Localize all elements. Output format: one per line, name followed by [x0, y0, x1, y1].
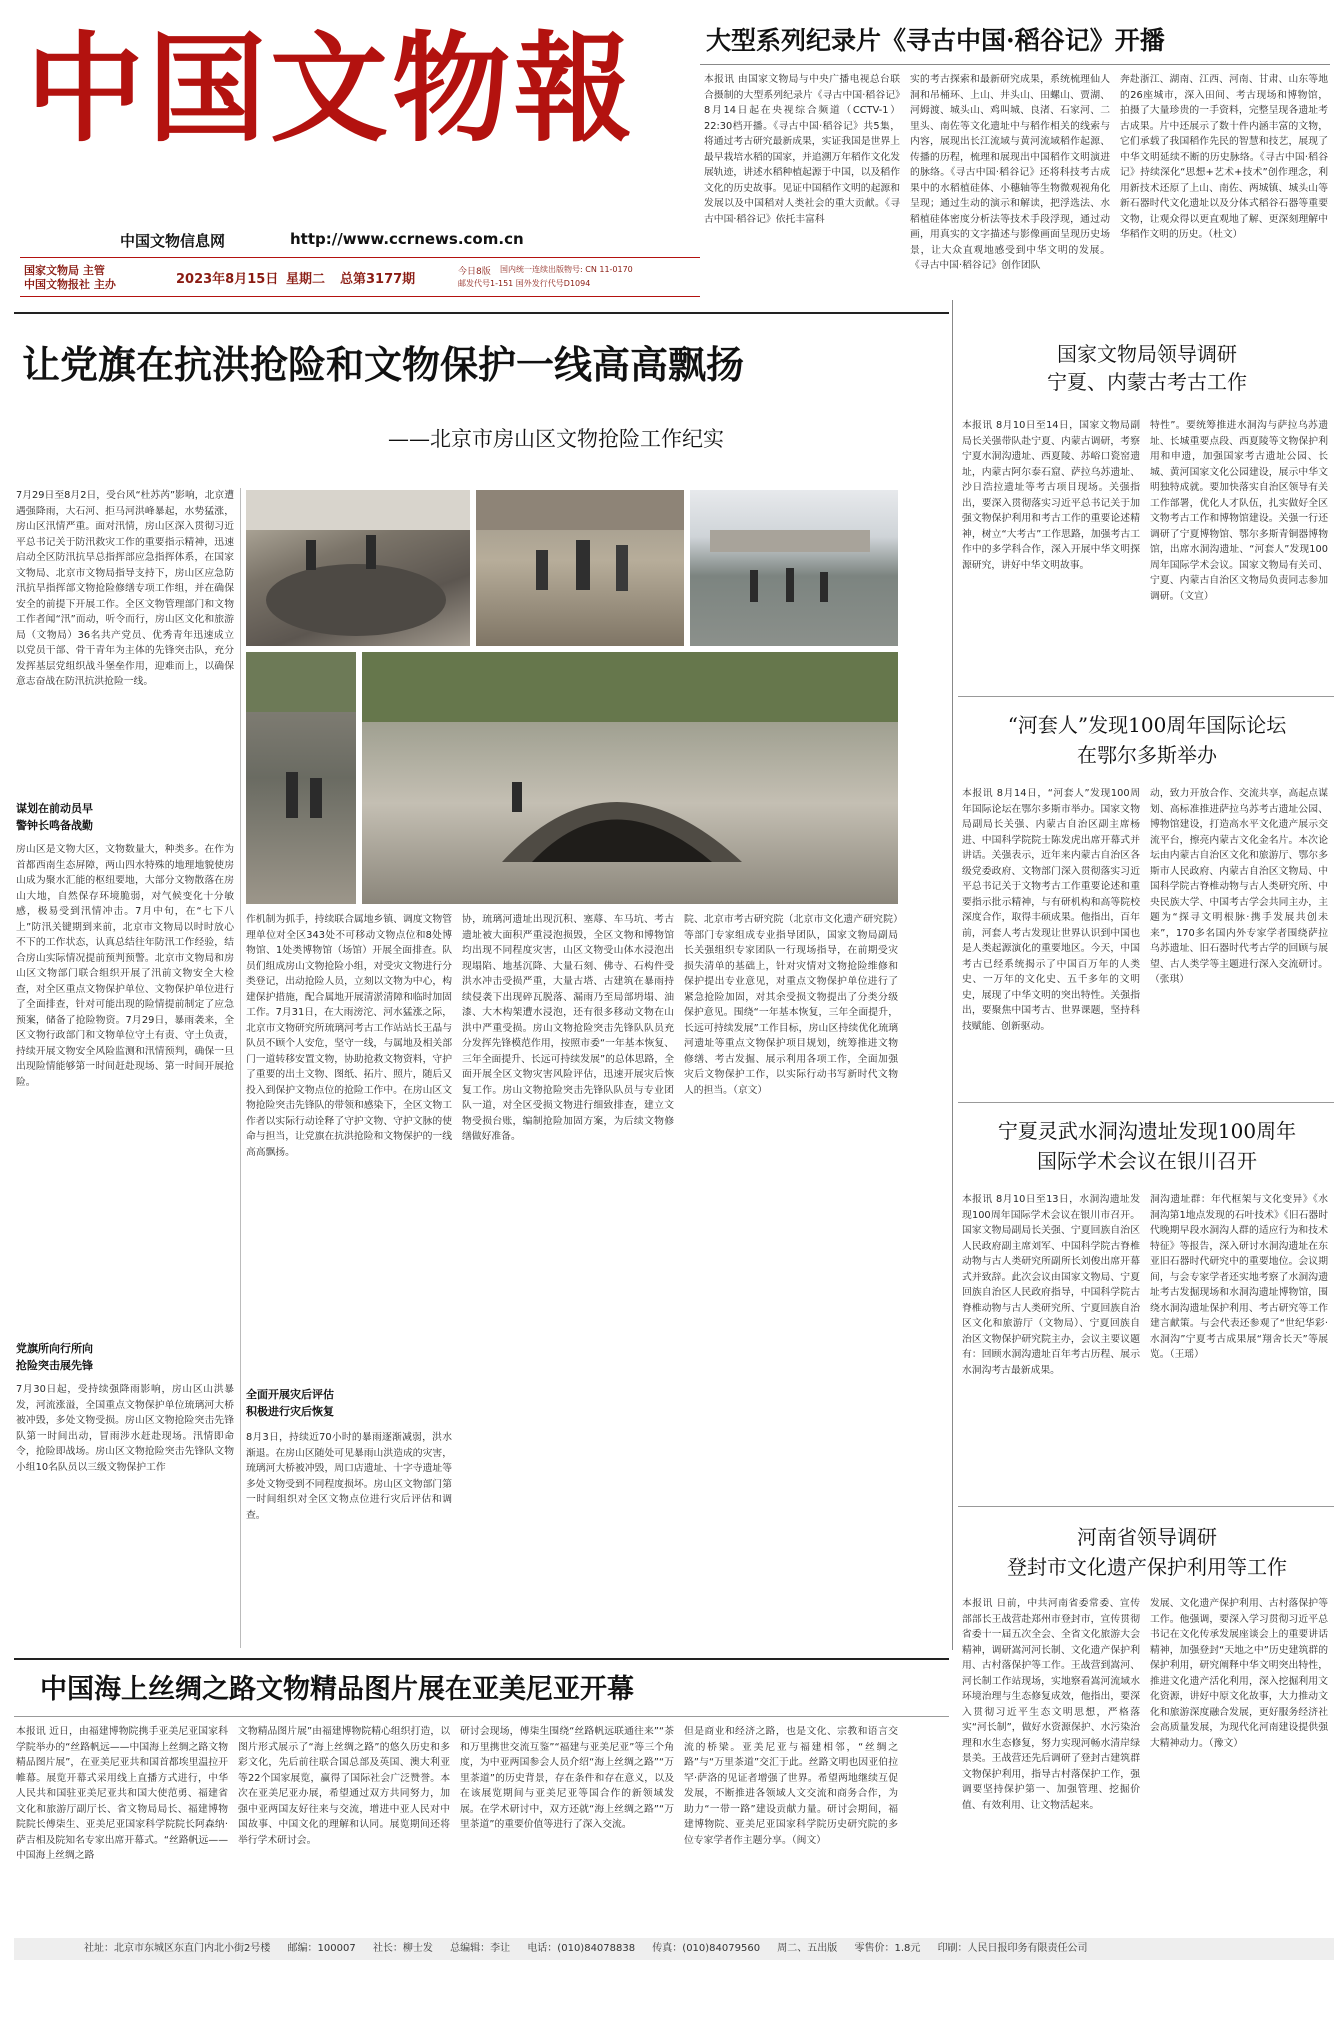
flood-photo-2: [476, 490, 684, 646]
feature-subhead-3-line1: 全面开展灾后评估: [246, 1388, 334, 1401]
feature-headline: 让党旗在抗洪抢险和文物保护一线高高飘扬: [22, 342, 745, 387]
feature-col-1b: 房山区是文物大区，文物数量大，种类多。在作为首都西南生态屏障，两山四水特殊的地理地貌使房山成为聚水汇能的枢纽要地，大部分文物散落在房山大地，自然保存环境脆弱，对气候变化十分敏感，极易受到汛情冲击。7月中旬，在“七下八上”防汛关键期到来前，北京市文物局以时时放心不下的工作状态，认真总结往年防汛工作经验，结合房山实际情况提前预判预警。北京市文物局和房山区文物部门联合组织开展了汛前文物安全大检查，对全区重点文物保护单位、文物保护单位进行了全面排查，针对可能出现的险情提前制定了应急预案，储备了抢险物资。7月29日，暴雨袭来，全区文物行政部门和文物单位守土有责、守土负责，持续开展文物安全风险监测和汛情预判，确保一旦出现险情能够第一时间赶赴现场、第一时间开展抢险。: [16, 844, 234, 1088]
flood-photo-3: [690, 490, 898, 646]
feature-subhead-2: [16, 1340, 93, 1374]
side4-headline-line2: 登封市文化遗产保护利用等工作: [1007, 1555, 1287, 1579]
expo-col-4: 但是商业和经济之路，也是文化、宗教和语言交流的桥梁。亚美尼亚与福建相邻，“丝绸之路”与“万里茶道”交汇于此。丝路文明也因亚伯拉罕·萨洛的见证者增强了世界。希望两地继续互促发展，不断推进各领域人文交流和商务合作，为助力“一带一路”建设贡献力量。研讨会期间，福建博物院、亚美尼亚国家科学院历史研究院的多位专家学者作主题分享。（闽文）: [684, 1726, 898, 1846]
feature-col-1a: 7月29日至8月2日，受台风“杜苏芮”影响，北京遭遇强降雨，大石河、拒马河洪峰暴起，水势猛涨，房山区汛情严重。面对汛情，房山区深入贯彻习近平总书记关于防汛救灾工作的重要指示精神，迅速启动全区防汛抗旱总指挥部应急指挥体系，在国家文物局、北京市文物局指导支持下，房山区应急防汛抗旱指挥部文物抢险修缮专项工作组，并在确保安全的前提下开展工作。全区文物管理部门和文物工作者闻“汛”而动，听令而行，房山区文化和旅游局（文物局）36名共产党员、优秀青年迅速成立以党员干部、骨干青年为主体的先锋突击队，充分发挥基层党组织战斗堡垒作用，迎难而上，以确保意志奋战在防汛抗洪抢险一线。: [16, 490, 234, 687]
feature-col-3: 协，琉璃河遗址出现沉积、塞蓐、车马坑、考古遗址被大面积严重浸泡损毁，全区文物和博物馆均出现不同程度灾害，山区文物受山体水浸泡出现塌陷、地基沉降、大量石刻、佛寺、石构件受洪水冲击受损严重，大量古塔、古建筑在暴雨持续侵袭下出现碎瓦脱落、漏雨乃至局部坍塌、油漆、大木构架遭水浸泡，还有很多移动文物在山洪中严重受损。房山文物抢险突击先锋队队员充分发挥先锋模范作用，按照市委“一年基本恢复、三年全面提升、长远可持续发展”的总体思路，全面开展全区文物灾害风险评估，迅速开展灾后恢复工作。房山文物抢险突击先锋队队员与专业团队一道，对全区受损文物进行细致排查，建立文物受损台账，编制抢险加固方案，为后续文物修缮做好准备。: [462, 914, 674, 1142]
expo-col-3: 研讨会现场，傅柒生围绕“丝路帆远联通往来”“茶和万里携世交流互鉴”“福建与亚美尼亚”等三个角度，为中亚两国参会人员介绍“海上丝绸之路”“万里茶道”的历史背景，存在条件和存在意义，以及在该展览期间与亚美尼亚等国合作的新领域发展。在学术研讨中，双方还就“海上丝绸之路”“万里茶道”的重要价值等进行了深入交流。: [460, 1726, 674, 1830]
side2-col-2: 动，致力开放合作、交流共享，高起点谋划、高标准推进萨拉乌苏考古遗址公园、博物馆建设，打造高水平文化遗产展示交流平台，擦亮内蒙古文化金名片。本次论坛由内蒙古自治区文化和旅游厅、鄂尔多斯市人民政府、内蒙古自治区文物局、中国科学院古脊椎动物与古人类研究所、中央民族大学、中国考古学会共同主办，主题为“探寻文明根脉·携手发展共创未来”，170多名国内外专家学者围绕萨拉乌苏遗址、旧石器时代考古学的回顾与展望、古人类学等主题进行深入交流研讨。（张琪）: [1150, 788, 1328, 985]
side3-headline-line1: 宁夏灵武水洞沟遗址发现100周年: [997, 1119, 1297, 1143]
lead-col-2: 实的考古探索和最新研究成果，系统梳理仙人洞和吊桶环、上山、井头山、田螺山、贾湖、河姆渡、城头山、鸡叫城、良渚、石家河、二里头、南佐等文化遗址中与稻作相关的线索与内容，展现出长江流域与黄河流域稻作起源、传播的历程，梳理和展现出中国稻作文明演进的脉络。《寻古中国·稻谷记》还将科技考古成果中的水稻植硅体、小穗轴等生物微观视角化呈现；通过生动的演示和解读，把浮选法、水稻植硅体密度分析法等技术手段浮现，通过动画，用真实的文字描述与影像画面呈现历史场景，让大众直观地感受到中华文明的发展。《寻古中国·稻谷记》创作团队: [910, 74, 1110, 271]
footer-address: 社址：北京市东城区东直门内北小街2号楼: [84, 1943, 271, 1954]
footer-printer: 印刷：人民日报印务有限责任公司: [937, 1943, 1088, 1954]
sponsor-label-1: 国家文物局: [24, 264, 79, 277]
footer-fax: 传真：(010)84079560: [652, 1943, 761, 1954]
feature-col-1c: 7月30日起，受持续强降雨影响，房山区山洪暴发，河流涨溢，全国重点文物保护单位琉璃河大桥被冲毁，多处文物受损。房山区文物抢险突击先锋队第一时间出动，冒雨涉水赶赴现场。汛情即命令，抢险即战场。房山区文物抢险突击先锋队文物小组10名队员以三级文物保护工作: [16, 1384, 234, 1473]
issue-weekday: 星期二: [286, 272, 326, 287]
footer-president: 社长：柳士发: [372, 1943, 433, 1954]
side1-headline-line2: 宁夏、内蒙古考古工作: [1047, 370, 1247, 394]
lead-col-1: 本报讯 由国家文物局与中央广播电视总台联合摄制的大型系列纪录片《寻古中国·稻谷记》8月14日起在央视综合频道（CCTV-1）22:30档开播。《寻古中国·稻谷记》共5集，将通过考古研究最新成果，实证我国是世界上最早栽培水稻的国家，并追溯万年稻作文化发展轨迹，讲述水稻种植起源于中国，以及稻作文化的历史故事。见证中国稻作文明的起源和发展以及中国稻对人类社会的重大贡献。《寻古中国·稻谷记》依托丰富科: [704, 74, 900, 225]
feature-subhead-2-line2: 抢险突击展先锋: [16, 1359, 93, 1372]
flood-photo-2-art: [476, 490, 684, 646]
flood-photo-5-art: [362, 652, 898, 904]
footer-price: 零售价：1.8元: [854, 1943, 921, 1954]
side3-col-1: 本报讯 8月10日至13日，水洞沟遗址发现100周年国际学术会议在银川市召开。国家文物局副局长关强、宁夏回族自治区人民政府副主席刘军、中国科学院古脊椎动物与古人类研究所副所长刘俊出席开幕式并致辞。此次会议由国家文物局、宁夏回族自治区人民政府指导，中国科学院古脊椎动物与古人类研究所、宁夏回族自治区文化和旅游厅（文物局）、宁夏回族自治区文物保护研究院主办，会议主要议题有：回顾水洞沟遗址百年考古历程、展示水洞沟考古最新成果。: [962, 1194, 1140, 1376]
side1-headline-line1: 国家文物局领导调研: [1057, 342, 1237, 366]
side2-headline-line2: 在鄂尔多斯举办: [1077, 743, 1217, 767]
sponsor-role-1: 主管: [82, 264, 105, 277]
newspaper-masthead: 中国文物報: [26, 19, 637, 158]
feature-col-2: 作机制为抓手，持续联合属地乡镇、调度文物管理单位对全区343处不可移动文物点位和8处博物馆、1处类博物馆（场馆）开展全面排查。队员们组成房山文物抢险小组，对受灾文物进行分类登记，出动抢险人员，立刻以文物为中心，构建保护措施，配合属地开展清淤清障和临时加固工作。7月31日，在大雨滂沱、河水猛涨之际，北京市文物研究所琉璃河考古工作站站长王晶与队员不顾个人安危，坚守一线，与属地及相关部门一道转移安置文物，协助抢救文物资料，守护了重要的出土文物、图纸、拓片、照片，随后又投入到保护文物点位的抢险工作中。在房山区文物抢险突击先锋队的带领和感染下，全区文物工作者以实际行动诠释了守护文物、守护文脉的使命与担当，让党旗在抗洪抢险和文物保护的一线高高飘扬。: [246, 914, 452, 1158]
footer-phone: 电话：(010)84078838: [527, 1943, 636, 1954]
site-url[interactable]: http://www.ccrnews.com.cn: [290, 230, 524, 248]
side4-headline: [962, 1522, 1332, 1582]
feature-col-4: 院、北京市考古研究院（北京市文化遗产研究院）等部门专家组成专业指导团队，国家文物局副局长关强组织专家团队一行现场指导，在前期受灾损失清单的基础上，针对灾情对文物抢险维修和保护提出专业意见，对重点文物保护单位进行了紧急抢险加固，对其余受损文物提出了分类分级保护意见。围绕“一年基本恢复，三年全面提升，长远可持续发展”工作目标，房山区持续优化琉璃河遗址等重点文物保护项目规划，统筹推进文物修缮、考古发掘、展示利用各项工作，全面加强灾后文物保护工作，以实际行动书写新时代文物人的担当。（京文）: [684, 914, 898, 1096]
expo-col-2: 文物精品图片展”由福建博物院精心组织打造，以图片形式展示了“海上丝绸之路”的悠久历史和多彩文化，先后前往联合国总部及英国、澳大利亚等22个国家展览，赢得了国际社会广泛赞誉。本次在亚美尼亚办展，希望通过双方共同努力，加强中亚两国友好往来与交流，增进中亚人民对中国故事、中国文化的理解和认同。展览期间还将举行学术研讨会。: [238, 1726, 450, 1846]
side2-headline: [962, 710, 1332, 770]
sponsor-label-2: 中国文物报社: [24, 278, 90, 291]
sponsor-block: [24, 264, 174, 292]
feature-subhead-3: [246, 1386, 334, 1420]
side4-headline-line1: 河南省领导调研: [1077, 1525, 1217, 1549]
flood-photo-1: [246, 490, 470, 646]
side2-headline-line1: “河套人”发现100周年国际论坛: [1007, 713, 1287, 737]
footer-editor: 总编辑：李让: [450, 1943, 511, 1954]
feature-col-2b: 8月3日，持续近70小时的暴雨逐渐减弱，洪水渐退。在房山区随处可见暴雨山洪造成的灾害，琉璃河大桥被冲毁，周口店遗址、十字寺遗址等多处文物受到不同程度损坏。房山区文物部门第一时间组织对全区文物点位进行灾后评估和调查。: [246, 1432, 452, 1521]
feature-subhead-1: [16, 800, 93, 834]
side3-headline: [962, 1116, 1332, 1176]
side1-col-1: 本报讯 8月10日至14日，国家文物局副局长关强带队赴宁夏、内蒙古调研，考察宁夏水洞沟遗址、西夏陵、苏峪口瓷窑遗址，内蒙古阿尔泰石窟、萨拉乌苏遗址、沙日浩拉遗址等考古项目现场。关强指出，要深入贯彻落实习近平总书记关于加强文物保护利用和考古工作的重要论述精神，树立“大考古”工作思路，加强考古工作中的多学科合作，深入开展中华文明探源研究，讲好中华文明故事。: [962, 420, 1140, 571]
site-name: 中国文物信息网: [120, 232, 226, 250]
feature-subhead-2-line1: 党旗所向行所向: [16, 1342, 93, 1355]
flood-photo-5: [362, 652, 898, 904]
issue-number: 总第3177期: [340, 272, 416, 287]
flood-photo-4-art: [246, 652, 356, 904]
side4-col-2: 发展、文化遗产保护利用、古村落保护等工作。他强调，要深入学习贯彻习近平总书记在文化传承发展座谈会上的重要讲话精神，加强登封“天地之中”历史建筑群的保护利用，研究阐释中华文明突出特性，推进文化遗产活化利用，深入挖掘利用文化资源，讲好中原文化故事，大力推动文化和旅游深度融合发展，更好服务经济社会高质量发展，为现代化河南建设提供强大精神动力。（豫文）: [1150, 1598, 1328, 1749]
side3-headline-line2: 国际学术会议在银川召开: [1037, 1149, 1257, 1173]
lead-col-3: 奔赴浙江、湖南、江西、河南、甘肃、山东等地的26座城市，深入田间、考古现场和博物馆，拍摄了大量珍贵的一手资料，完整呈现各遗址考古成果。片中还展示了数十件内涵丰富的文物，它们承载了我国稻作先民的智慧和技艺，展现了中华文明延续不断的历史脉络。《寻古中国·稻谷记》持续深化“思想+艺术+技术”创作理念，利用新技术还原了上山、南佐、两城镇、城头山等新石器时代文化遗址以及分体式稻谷石器等重要文物，让观众得以更直观地了解、更深刻理解中华稻作文明的历史。（杜文）: [1120, 74, 1328, 240]
feature-subhead-3-line2: 积极进行灾后恢复: [246, 1405, 334, 1418]
publication-code-1: 国内统一连续出版物号: CN 11-0170: [500, 265, 633, 274]
side3-col-2: 洞沟遗址群：年代框架与文化变异》《水洞沟第1地点发现的石叶技术》《旧石器时代晚期早段水洞沟人群的适应行为和技术特征》等报告，深入研讨水洞沟遗址在东亚旧石器时代研究中的重要地位。会议期间，与会专家学者还实地考察了水洞沟遗址考古发掘现场和水洞沟遗址博物馆，围绕水洞沟遗址保护利用、考古研究等工作建言献策。与会代表还参观了“世纪华彩·水洞沟”宁夏考古成果展“翔舍长天”等展览。（王瑶）: [1150, 1194, 1328, 1360]
flood-photo-1-art: [246, 490, 470, 646]
side1-col-2: 特性”。要统筹推进水洞沟与萨拉乌苏遗址、长城重要点段、西夏陵等文物保护利用和申遗，加强国家考古遗址公园、长城、黄河国家文化公园建设，展示中华文明独特成就。要加快落实自治区领导有关工作部署，优化人才队伍，扎实做好全区文物考古工作和博物馆建设。关强一行还调研了宁夏博物馆、鄂尔多斯青铜器博物馆，出席水洞沟遗址、“河套人”发现100周年国际学术会议。国家文物局有关司、宁夏、内蒙古自治区文物局负责同志参加调研。（文宣）: [1150, 420, 1328, 602]
side1-headline: [962, 340, 1332, 396]
side2-col-1: 本报讯 8月14日，“河套人”发现100周年国际论坛在鄂尔多斯市举办。国家文物局副局长关强、内蒙古自治区副主席杨进、中国科学院院士陈发虎出席开幕式并讲话。关强表示，近年来内蒙古自治区各级党委政府、文物部门深入贯彻落实习近平总书记关于文物考古工作重要论述和重要指示批示精神，与有研机构和高等院校深度合作，取得丰硕成果。他指出，百年前，河套人考古发现让世界认识到中国也是人类起源演化的重要地区。今天，中国考古已经系统揭示了中国百万年的人类史、一万年的文化史、五千多年的文明史，展现了中华文明的突出特性。关强指出，要聚焦中国考古、世界课题，坚持科技赋能、创新驱动。: [962, 788, 1140, 1032]
footer-bar: [14, 1938, 1334, 1960]
flood-photo-4: [246, 652, 356, 904]
feature-subheadline: ——北京市房山区文物抢险工作纪实: [388, 427, 724, 451]
feature-subhead-1-line1: 谋划在前动员早: [16, 802, 93, 815]
publication-code-2: 邮发代号1-151 国外发行代号D1094: [458, 279, 591, 288]
expo-col-1: 本报讯 近日，由福建博物院携手亚美尼亚国家科学院举办的“丝路帆远——中国海上丝绸之路文物精品图片展”，在亚美尼亚共和国首都埃里温拉开帷幕。展览开幕式采用线上直播方式进行，中华人民共和国驻亚美尼亚共和国大使范勇、福建省文化和旅游厅副厅长、省文物局局长、福建博物院院长傅柒生、亚美尼亚国家科学院院长阿森纳·萨吉相及院知名专家出席开幕式。“丝路帆远——中国海上丝绸之路: [16, 1726, 228, 1861]
expo-headline: 中国海上丝绸之路文物精品图片展在亚美尼亚开幕: [40, 1674, 634, 1705]
footer-days: 周二、五出版: [777, 1943, 838, 1954]
lead-headline: 大型系列纪录片《寻古中国·稻谷记》开播: [706, 26, 1165, 55]
feature-subhead-1-line2: 警钟长鸣备战勤: [16, 819, 93, 832]
pages-today: 今日8版: [458, 267, 491, 277]
side4-col-1: 本报讯 日前，中共河南省委常委、宣传部部长王战营赴郑州市登封市，宣传贯彻省委十一届五次全会、全省文化旅游大会精神，调研嵩河河长制、文化遗产保护利用、古村落保护等工作。王战营到嵩河、河长制工作站现场，实地察看嵩河流域水环境治理与生态修复成效，他指出，要深入贯彻习近平生态文明思想，严格落实“河长制”，做好水资源保护、水污染治理和水生态修复，努力实现河畅水清岸绿景美。王战营还先后调研了登封古建筑群文物保护利用，指导古村落保护工作，强调要坚持保护第一、加强管理、挖掘价值、有效利用、让文物活起来。: [962, 1598, 1140, 1811]
flood-photo-3-art: [690, 490, 898, 646]
sponsor-role-2: 主办: [93, 278, 116, 291]
issue-date: 2023年8月15日: [176, 272, 279, 287]
footer-postcode: 邮编：100007: [287, 1943, 356, 1954]
